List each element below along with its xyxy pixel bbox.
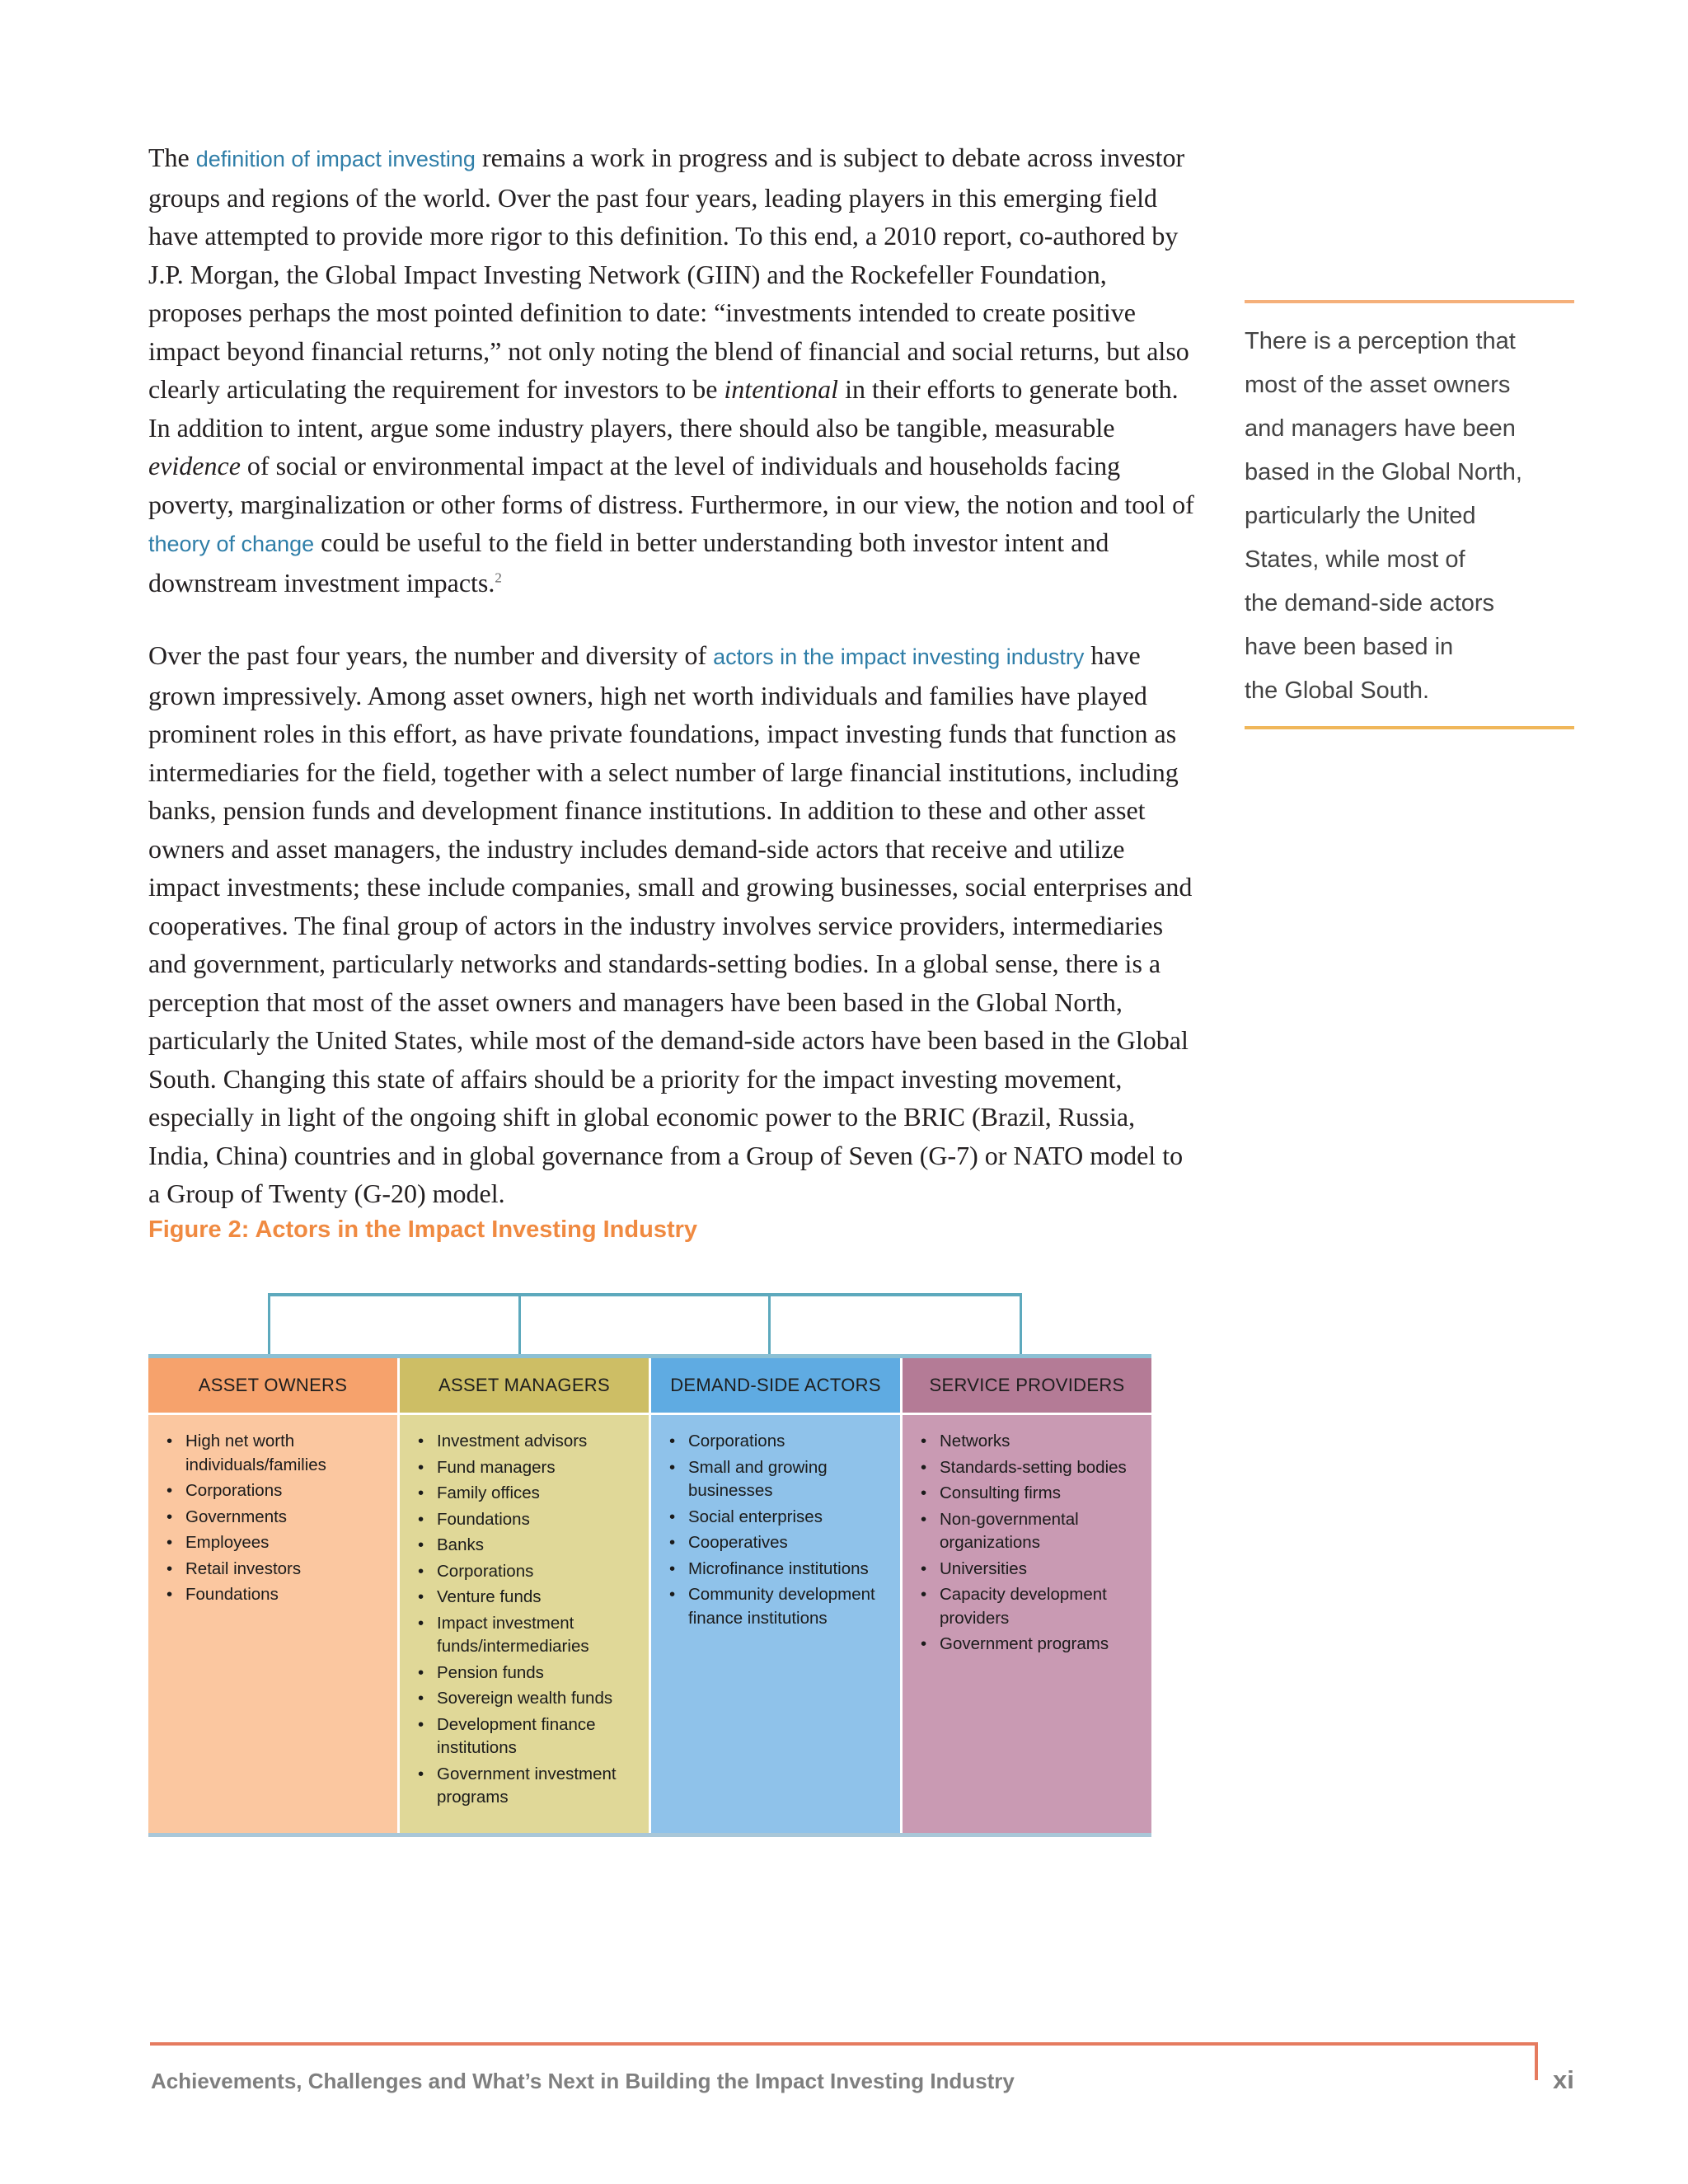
paragraph-actors	[148, 636, 1195, 1213]
column-asset-owners	[148, 1358, 400, 1833]
list-item: • High net worth individuals/families	[165, 1430, 386, 1477]
column-list	[416, 1430, 637, 1810]
list-item: • Small and growing businesses	[668, 1456, 889, 1503]
list-item: • Corporations	[668, 1430, 889, 1454]
paragraph-definition	[148, 138, 1195, 602]
list-item: • Foundations	[416, 1508, 637, 1532]
list-item: • Investment advisors	[416, 1430, 637, 1454]
list-item: • Cooperatives	[668, 1531, 889, 1555]
column-header: SERVICE PROVIDERS	[903, 1358, 1151, 1415]
list-item: • Universities	[919, 1558, 1140, 1582]
pull-quote-sidebar	[1245, 300, 1574, 729]
list-item: • Corporations	[165, 1479, 386, 1503]
column-header: DEMAND-SIDE ACTORS	[651, 1358, 900, 1415]
pull-quote-text: There is a perception that most of the asset owners and managers have been based in the Global North, particularly the United States, while most of the demand-side actors have been based in the Global South.	[1245, 328, 1522, 704]
list-item: • Foundations	[165, 1583, 386, 1607]
footer-rule	[150, 2042, 1538, 2046]
footer-running-title: Achievements, Challenges and What’s Next in Building the Impact Investing Industry	[151, 2069, 1015, 2093]
list-item: • Governments	[165, 1506, 386, 1530]
column-list	[919, 1430, 1140, 1657]
list-item: • Fund managers	[416, 1456, 637, 1480]
list-item: • Government programs	[919, 1633, 1140, 1657]
list-item: • Government investment programs	[416, 1763, 637, 1810]
link-theory-of-change[interactable]: theory of change	[148, 532, 315, 556]
list-item: • Networks	[919, 1430, 1140, 1454]
column-service-providers	[903, 1358, 1151, 1833]
text-run: The	[148, 143, 196, 172]
list-item: • Consulting firms	[919, 1482, 1140, 1506]
text-run: in their efforts to generate both. In addition to intent, argue some industry players, there should also be tangible, measurable	[148, 374, 1179, 443]
column-list	[165, 1430, 386, 1607]
list-item: • Community development finance institutions	[668, 1583, 889, 1630]
diagram-connector-drop	[1020, 1293, 1022, 1354]
column-body	[903, 1415, 1151, 1833]
text-run: of social or environmental impact at the level of individuals and households facing poverty, marginalization or other forms of distress. Furthermore, in our view, the notion and tool of	[148, 451, 1194, 519]
actors-diagram	[148, 1354, 1151, 1837]
list-item: • Family offices	[416, 1482, 637, 1506]
list-item: • Corporations	[416, 1560, 637, 1584]
column-demand-side-actors	[651, 1358, 903, 1833]
diagram-connector-drop	[268, 1293, 270, 1354]
text-run: remains a work in progress and is subject to debate across investor groups and regions of the world. Over the past four years, leading players in this emerging field have attempted to provide more rigor to this definition. To this end, a 2010 report, co-authored by J.P. Morgan, the Global Impact Investing Network (GIIN) and the Rockefeller Foundation, proposes perhaps the most pointed definition to date: “investments intended to create positive impact beyond financial returns,” not only noting the blend of financial and social returns, but also clearly articulating the requirement for investors to be	[148, 143, 1189, 404]
diagram-connector-horizontal	[268, 1293, 1022, 1296]
diagram-connector-drop	[768, 1293, 771, 1354]
main-text-column	[148, 138, 1195, 1248]
page-number: xi	[1553, 2065, 1574, 2094]
figure-title: Figure 2: Actors in the Impact Investing Industry	[148, 1216, 698, 1243]
list-item: • Social enterprises	[668, 1506, 889, 1530]
column-body	[148, 1415, 397, 1833]
column-body	[651, 1415, 900, 1833]
list-item: • Employees	[165, 1531, 386, 1555]
column-body	[400, 1415, 649, 1833]
list-item: • Standards-setting bodies	[919, 1456, 1140, 1480]
text-run: have grown impressively. Among asset owners, high net worth individuals and families have played prominent roles in this effort, as have private foundations, impact investing funds that function as intermediaries for the field, together with a select number of large financial institutions, including banks, pension funds and development finance institutions. In addition to these and other asset owners and asset managers, the industry includes demand-side actors that receive and utilize impact investments; these include companies, small and growing businesses, social enterprises and cooperatives. The final group of actors in the industry involves service providers, intermediaries and government, particularly networks and standards-setting bodies. In a global sense, there is a perception that most of the asset owners and managers have been based in the Global North, particularly the United States, while most of the demand-side actors have been based in the Global South. Changing this state of affairs should be a priority for the impact investing movement, especially in light of the ongoing shift in global economic power to the BRIC (Brazil, Russia, India, China) countries and in global governance from a Group of Seven (G-7) or NATO model to a Group of Twenty (G-20) model.	[148, 640, 1193, 1208]
text-run: could be useful to the field in better understanding both investor intent and downstream investment impacts.	[148, 527, 1109, 598]
column-header: ASSET MANAGERS	[400, 1358, 649, 1415]
diagram-connector-drop	[518, 1293, 521, 1354]
emphasis-evidence: evidence	[148, 451, 241, 480]
list-item: • Capacity development providers	[919, 1583, 1140, 1630]
list-item: • Venture funds	[416, 1586, 637, 1610]
column-asset-managers	[400, 1358, 651, 1833]
list-item: • Sovereign wealth funds	[416, 1687, 637, 1711]
text-run: Over the past four years, the number and diversity of	[148, 640, 714, 670]
list-item: • Pension funds	[416, 1661, 637, 1685]
column-list	[668, 1430, 889, 1630]
sidebar-bottom-rule	[1245, 726, 1574, 729]
list-item: • Retail investors	[165, 1558, 386, 1582]
column-header: ASSET OWNERS	[148, 1358, 397, 1415]
link-actors-in-impact-investing-industry[interactable]: actors in the impact investing industry	[713, 644, 1085, 669]
list-item: • Microfinance institutions	[668, 1558, 889, 1582]
list-item: • Non-governmental organizations	[919, 1508, 1140, 1555]
footnote-marker[interactable]: 2	[495, 569, 502, 585]
list-item: • Impact investment funds/intermediaries	[416, 1612, 637, 1659]
list-item: • Development finance institutions	[416, 1713, 637, 1760]
emphasis-intentional: intentional	[724, 374, 839, 404]
link-definition-of-impact-investing[interactable]: definition of impact investing	[195, 147, 476, 171]
list-item: • Banks	[416, 1534, 637, 1558]
footer-rule-tick	[1535, 2042, 1538, 2080]
